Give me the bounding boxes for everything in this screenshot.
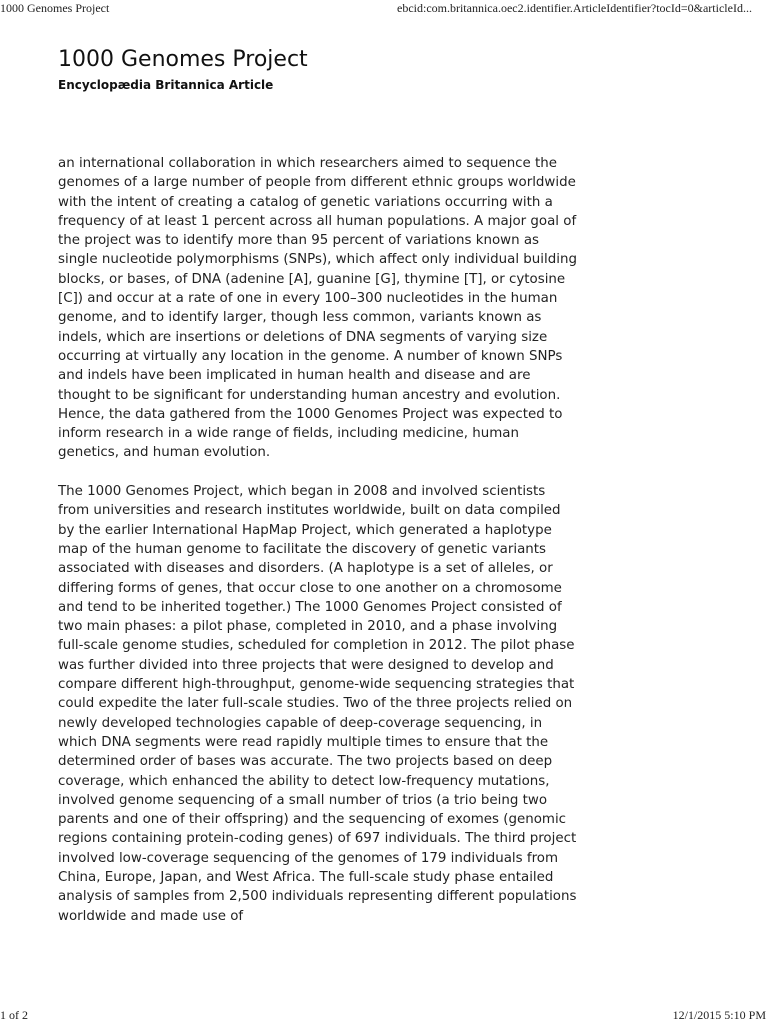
article-paragraph-2: The 1000 Genomes Project, which began in 2008 and involved scientists from universities and research institutes worldwide, built on data compiled by the earlier International HapMap Project, which generated a haplotype map of the human genome to facilitate the discovery of genetic variants associated with diseases and disorders. (A haplotype is a set of alleles, or differing forms of genes, that occur close to one another on a chromosome and tend to be inherited together.) The 1000 Genomes Project consisted of two main phases: a pilot phase, completed in 2010, and a phase involving full-scale genome studies, scheduled for completion in 2012. The pilot phase was further divided into three projects that were designed to develop and compare different high-throughput, genome-wide sequencing strategies that could expedite the later full-scale studies. Two of the three projects relied on newly developed technologies capable of deep-coverage sequencing, in which DNA segments were read rapidly multiple times to ensure that the determined order of bases was accurate. The two projects based on deep coverage, which enhanced the ability to detect low-frequency mutations, involved genome sequencing of a small number of trios (a trio being two parents and one of their offspring) and the sequencing of exomes (genomic regions containing protein-coding genes) of 697 individuals. The third project involved low-coverage sequencing of the genomes of 179 individuals from China, Europe, Japan, and West Africa. The full-scale study phase entailed analysis of samples from 2,500 individuals representing different populations worldwide and made use of <box>58 484 577 924</box>
print-footer <box>0 1006 768 1024</box>
print-header-url: ebcid:com.britannica.oec2.identifier.ArticleIdentifier?tocId=0&articleId... <box>397 1 752 15</box>
article-subtitle: Encyclopædia Britannica Article <box>58 78 274 92</box>
page-number: 1 of 2 <box>0 1008 28 1022</box>
print-timestamp: 12/1/2015 5:10 PM <box>672 1008 766 1022</box>
print-header-title: 1000 Genomes Project <box>0 1 110 15</box>
article <box>58 46 578 945</box>
article-title: 1000 Genomes Project <box>58 47 308 72</box>
print-header <box>0 0 768 16</box>
article-body <box>58 154 578 926</box>
article-paragraph-1: an international collaboration in which researchers aimed to sequence the genomes of a large number of people from different ethnic groups worldwide with the intent of creating a catalog of genetic variations occurring with a frequency of at least 1 percent across all human populations. A major goal of the project was to identify more than 95 percent of variations known as single nucleotide polymorphisms (SNPs), which affect only individual building blocks, or bases, of DNA (adenine [A], guanine [G], thymine [T], or cytosine [C]) and occur at a rate of one in every 100–300 nucleotides in the human genome, and to identify larger, though less common, variants known as indels, which are insertions or deletions of DNA segments of varying size occurring at virtually any location in the genome. A number of known SNPs and indels have been implicated in human health and disease and are thought to be significant for understanding human ancestry and evolution. Hence, the data gathered from the 1000 Genomes Project was expected to inform research in a wide range of fields, including medicine, human genetics, and human evolution. <box>58 156 577 461</box>
